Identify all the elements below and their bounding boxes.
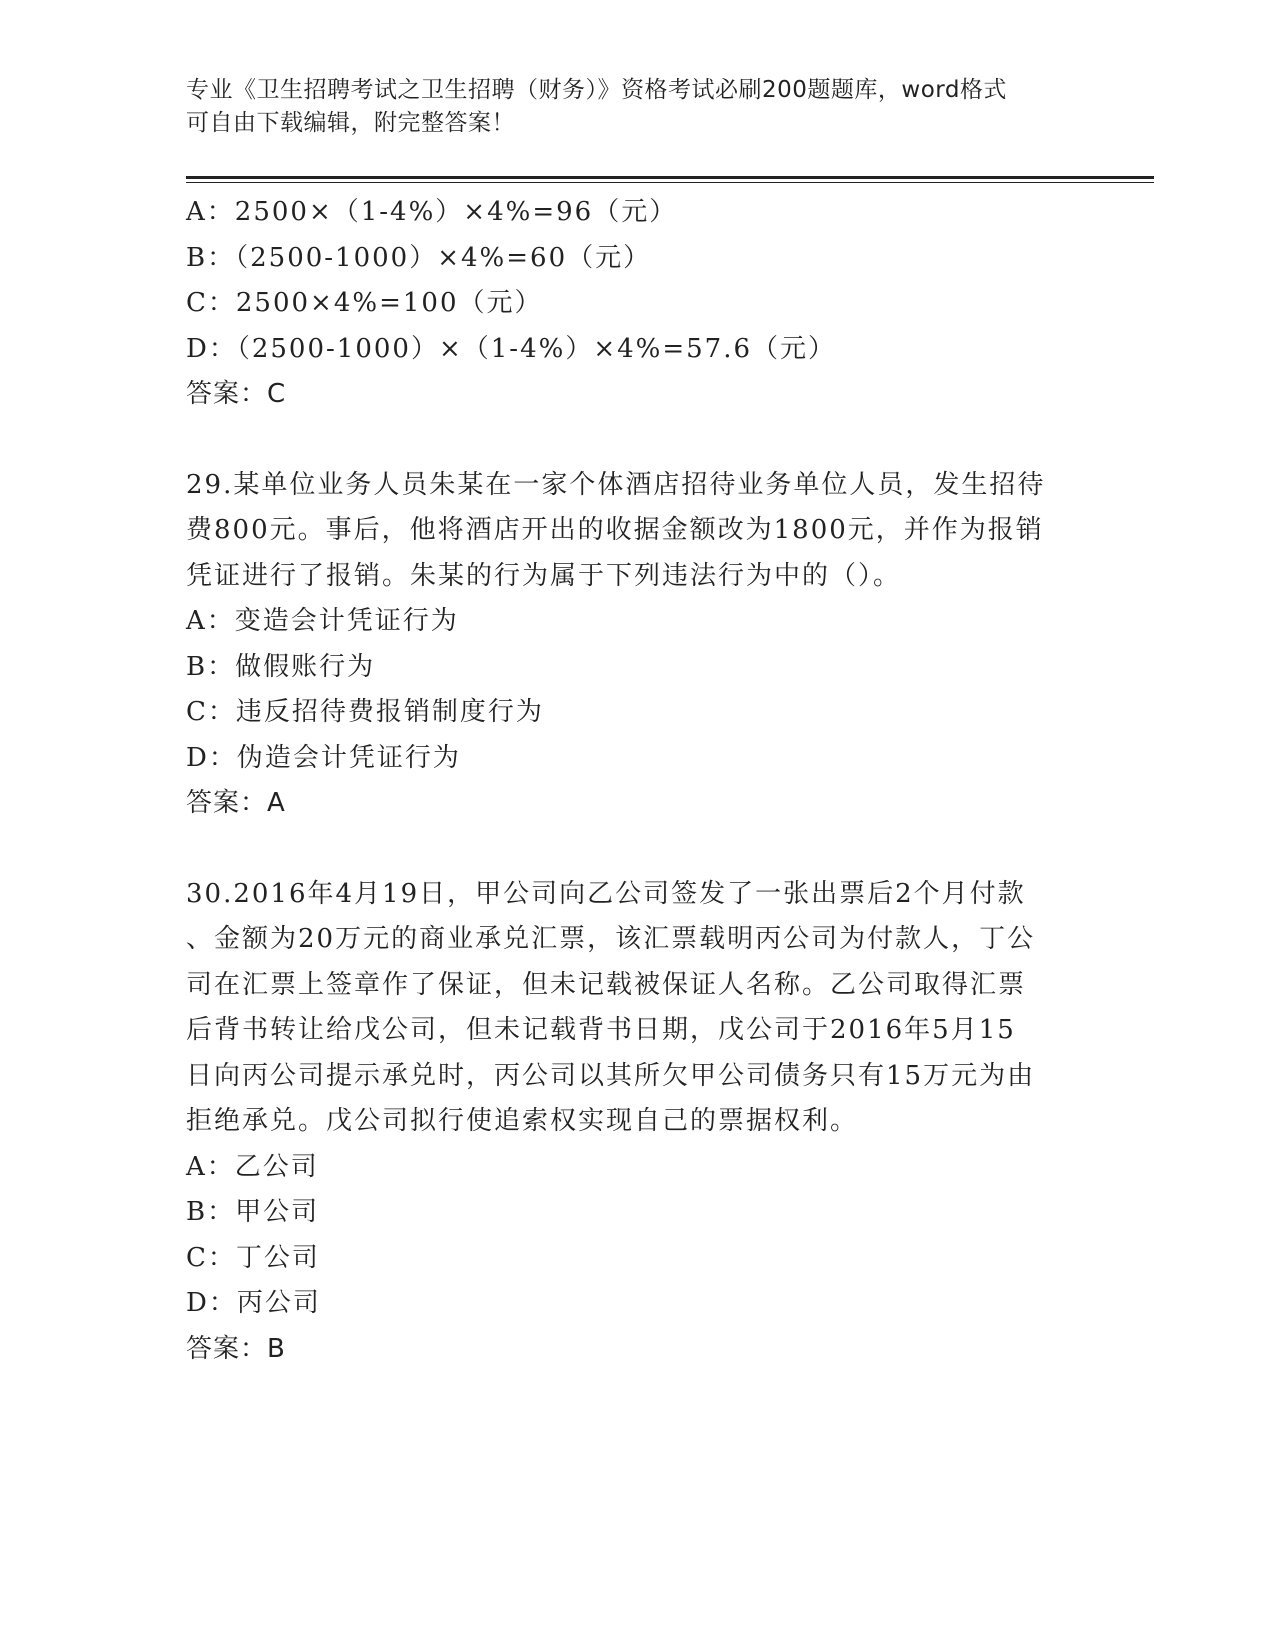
question-text-line-6: 拒绝承兑。戊公司拟行使追索权实现自己的票据权利。 bbox=[186, 1106, 859, 1136]
question-text-line-2: 费800元。事后，他将酒店开出的收据金额改为1800元，并作为报销 bbox=[186, 515, 1044, 545]
document-header bbox=[186, 74, 1066, 140]
option-a: A：2500×（1-4%）×4%=96（元） bbox=[186, 197, 678, 227]
question-28 bbox=[186, 190, 1086, 418]
option-b: B：甲公司 bbox=[186, 1197, 320, 1227]
option-d: D：伪造会计凭证行为 bbox=[186, 742, 461, 773]
header-line-1: 专业《卫生招聘考试之卫生招聘（财务）》资格考试必刷200题题库，word格式 bbox=[186, 77, 1007, 103]
question-text-line-4: 后背书转让给戊公司，但未记载背书日期，戊公司于2016年5月15 bbox=[186, 1015, 1016, 1045]
question-30 bbox=[186, 872, 1086, 1373]
option-c: C：违反招待费报销制度行为 bbox=[186, 697, 544, 727]
question-text-line-1: 30.2016年4月19日，甲公司向乙公司签发了一张出票后2个月付款 bbox=[186, 878, 1026, 909]
question-text-line-5: 日向丙公司提示承兑时，丙公司以其所欠甲公司债务只有15万元为由 bbox=[186, 1060, 1036, 1091]
answer: 答案：C bbox=[186, 379, 287, 409]
answer: 答案：A bbox=[186, 788, 286, 818]
option-c: C：丁公司 bbox=[186, 1242, 320, 1273]
option-d: D：丙公司 bbox=[186, 1288, 321, 1318]
document-body bbox=[186, 190, 1086, 1372]
question-text-line-2: 、金额为20万元的商业承兑汇票，该汇票载明丙公司为付款人，丁公 bbox=[186, 924, 1036, 954]
option-c: C：2500×4%=100（元） bbox=[186, 288, 543, 318]
question-29 bbox=[186, 463, 1086, 827]
spacer bbox=[186, 418, 1086, 463]
answer: 答案：B bbox=[186, 1333, 286, 1364]
question-text-line-1: 29.某单位业务人员朱某在一家个体酒店招待业务单位人员，发生招待 bbox=[186, 469, 1046, 500]
option-d: D：（2500-1000）×（1-4%）×4%=57.6（元） bbox=[186, 333, 837, 364]
option-a: A：乙公司 bbox=[186, 1151, 319, 1182]
option-b: B：（2500-1000）×4%=60（元） bbox=[186, 242, 652, 273]
header-divider-thick bbox=[186, 176, 1154, 179]
option-b: B：做假账行为 bbox=[186, 651, 376, 682]
question-text-line-3: 凭证进行了报销。朱某的行为属于下列违法行为中的（）。 bbox=[186, 560, 902, 591]
header-line-2: 可自由下载编辑，附完整答案！ bbox=[186, 110, 515, 136]
header-divider-thin bbox=[186, 182, 1154, 183]
spacer bbox=[186, 827, 1086, 872]
question-text-line-3: 司在汇票上签章作了保证，但未记载被保证人名称。乙公司取得汇票 bbox=[186, 969, 1027, 1000]
option-a: A：变造会计凭证行为 bbox=[186, 606, 459, 636]
